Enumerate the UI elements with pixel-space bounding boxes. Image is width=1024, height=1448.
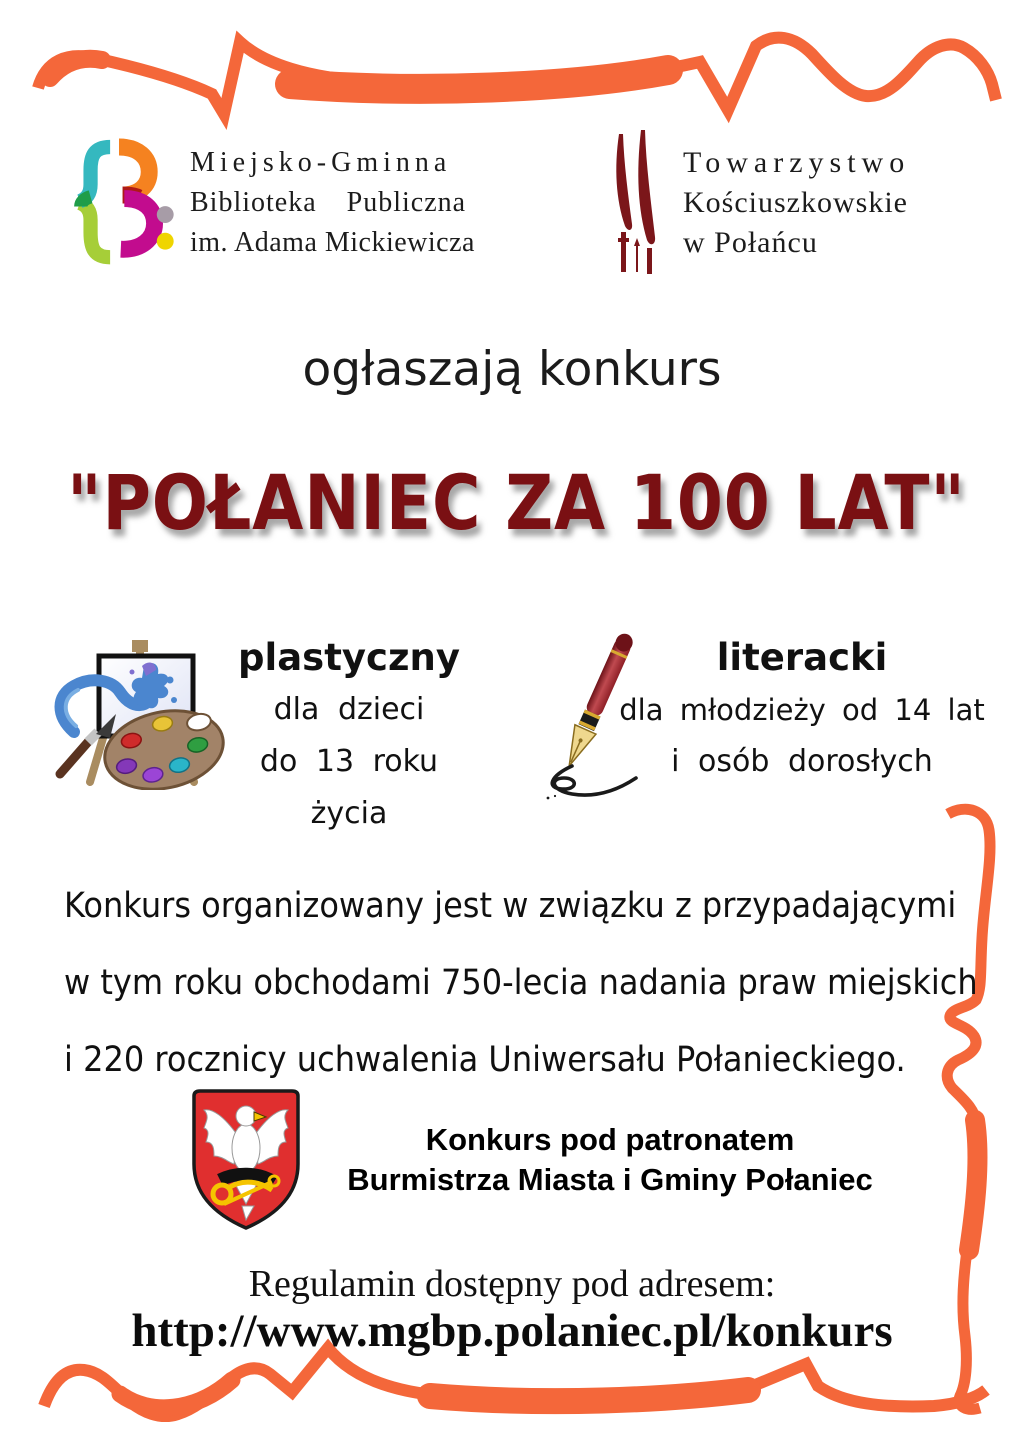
- library-name-line: im. Adama Mickiewicza: [190, 227, 475, 258]
- society-name-line: Kościuszkowskie: [683, 186, 908, 219]
- library-logo-text: [190, 143, 475, 263]
- society-name-line: Towarzystwo: [683, 146, 911, 179]
- society-logo: [605, 128, 667, 281]
- easel-palette-icon: [52, 622, 230, 790]
- contest-title: [0, 458, 1024, 547]
- society-logo-text: [683, 143, 910, 263]
- coat-of-arms: [184, 1086, 308, 1238]
- polaniec-coat-of-arms: [184, 1086, 308, 1233]
- art-category-title: plastyczny: [238, 636, 460, 679]
- library-brace-logo-icon: [55, 132, 175, 274]
- literary-category-line: i osób dorosłych: [671, 744, 933, 779]
- description-line: Konkurs organizowany jest w związku z przypadającymi: [64, 886, 957, 926]
- scythes-logo-icon: [605, 128, 667, 276]
- art-category-line: dla dzieci: [273, 692, 425, 727]
- contest-description: [64, 868, 978, 1099]
- announcement-text: ogłaszają konkurs: [302, 342, 722, 397]
- library-name-line: Miejsko-Gminna: [190, 147, 452, 178]
- description-line: i 220 rocznicy uchwalenia Uniwersału Połanieckiego.: [64, 1040, 906, 1080]
- art-category: [218, 632, 480, 840]
- regulations-label: Regulamin dostępny pod adresem:: [248, 1263, 776, 1305]
- ribbon-bottom: [44, 1348, 986, 1416]
- literary-category-title: literacki: [716, 636, 888, 679]
- literary-category: [618, 632, 986, 788]
- society-name-line: w Połańcu: [683, 226, 818, 259]
- art-category-image: [52, 622, 230, 795]
- ribbon-top: [38, 38, 996, 114]
- library-logo: [55, 132, 175, 279]
- regulations-url: http://www.mgbp.polaniec.pl/konkurs: [131, 1305, 893, 1357]
- patronage-text: [320, 1120, 900, 1200]
- patronage-line: Konkurs pod patronatem: [425, 1122, 795, 1157]
- art-category-line: do 13 roku życia: [259, 744, 439, 831]
- contest-title-text: "POŁANIEC ZA 100 LAT": [67, 458, 966, 547]
- description-line: w tym roku obchodami 750-lecia nadania praw miejskich: [64, 963, 978, 1003]
- literary-category-line: dla młodzieży od 14 lat: [619, 693, 985, 727]
- patronage-line: Burmistrza Miasta i Gminy Połaniec: [347, 1162, 873, 1197]
- library-name-line: Biblioteka Publiczna: [190, 187, 467, 218]
